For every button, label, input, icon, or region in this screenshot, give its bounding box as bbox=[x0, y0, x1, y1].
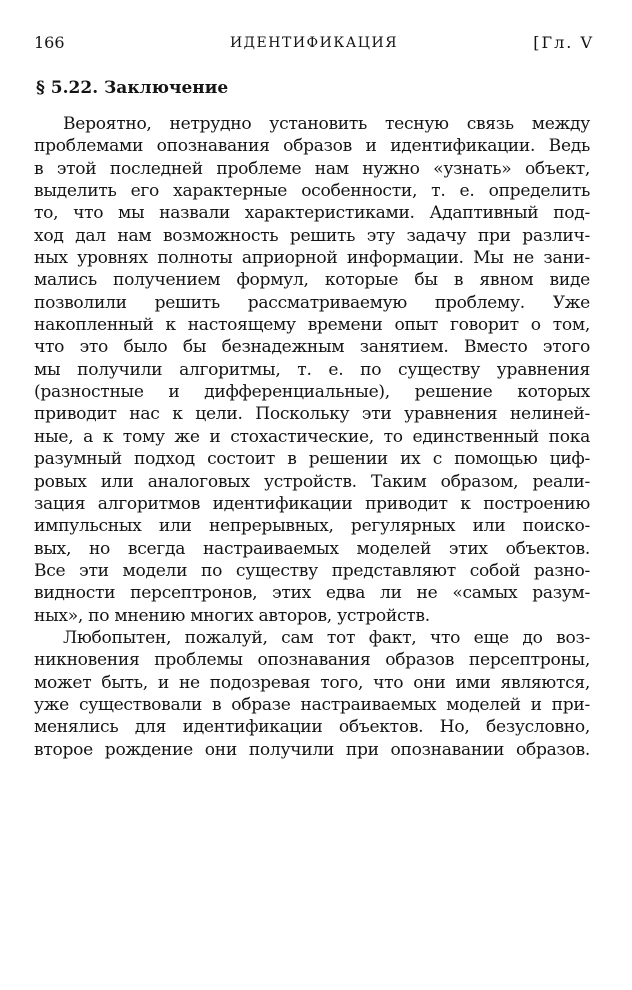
text-line: Вероятно, нетрудно установить тесную связь между bbox=[63, 114, 590, 134]
text-line: ход дал нам возможность решить эту задачу при различ- bbox=[34, 225, 590, 246]
section-heading: § 5.22. Заключение bbox=[36, 78, 229, 98]
text-line: менялись для идентификации объектов. Но, безусловно, bbox=[34, 717, 590, 738]
text-line: проблемами опознавания образов и идентификации. Ведь bbox=[34, 136, 590, 157]
text-line: может быть, и не подозревая того, что они ими являются, bbox=[34, 672, 590, 693]
text-line: импульсных или непрерывных, регулярных или поиско- bbox=[34, 516, 590, 537]
text-line: мались получением формул, которые бы в явном виде bbox=[34, 270, 590, 291]
text-line: что это было бы безнадежным занятием. Вместо этого bbox=[34, 337, 590, 358]
page-number: 166 bbox=[34, 33, 65, 52]
text-line: приводит нас к цели. Поскольку эти уравнения нелиней- bbox=[34, 404, 590, 425]
text-line: уже существовали в образе настраиваемых моделей и при- bbox=[34, 694, 590, 715]
text-line: мы получили алгоритмы, т. е. по существу уравнения bbox=[34, 359, 590, 380]
text-line: то, что мы назвали характеристиками. Адаптивный под- bbox=[34, 203, 590, 224]
text-line: позволили решить рассматриваемую проблему. Уже bbox=[34, 292, 590, 313]
text-line: зация алгоритмов идентификации приводит к построению bbox=[34, 493, 590, 514]
text-line: видности персептронов, этих едва ли не «самых разум- bbox=[34, 583, 590, 604]
chapter-reference: [Гл. V bbox=[533, 33, 594, 52]
text-line: вых, но всегда настраиваемых моделей этих объектов. bbox=[34, 538, 590, 559]
text-line: в этой последней проблеме нам нужно «узнать» объект, bbox=[34, 158, 590, 179]
text-line: ных уровнях полноты априорной информации. Мы не зани- bbox=[34, 248, 590, 269]
running-title: ИДЕНТИФИКАЦИЯ bbox=[229, 35, 399, 51]
text-line: Любопытен, пожалуй, сам тот факт, что еще до воз- bbox=[63, 627, 590, 648]
text-line: (разностные и дифференциальные), решение которых bbox=[34, 382, 590, 403]
text-line: выделить его характерные особенности, т. е. определить bbox=[34, 181, 590, 202]
text-line: второе рождение они получили при опознавании образов. bbox=[34, 739, 590, 760]
text-line: разумный подход состоит в решении их с помощью циф- bbox=[34, 449, 590, 470]
text-line: Все эти модели по существу представляют собой разно- bbox=[34, 560, 590, 581]
text-line: ровых или аналоговых устройств. Таким образом, реали- bbox=[34, 471, 590, 492]
paragraph-2 bbox=[34, 627, 590, 761]
text-line: никновения проблемы опознавания образов персептроны, bbox=[34, 650, 590, 671]
text-line: ных», по мнению многих авторов, устройств. bbox=[34, 605, 430, 626]
paragraph-1 bbox=[34, 113, 590, 627]
text-line: ные, а к тому же и стохастические, то единственный пока bbox=[34, 426, 590, 447]
running-head bbox=[34, 31, 594, 55]
text-line: накопленный к настоящему времени опыт говорит о том, bbox=[34, 315, 590, 336]
body-text bbox=[34, 113, 590, 761]
